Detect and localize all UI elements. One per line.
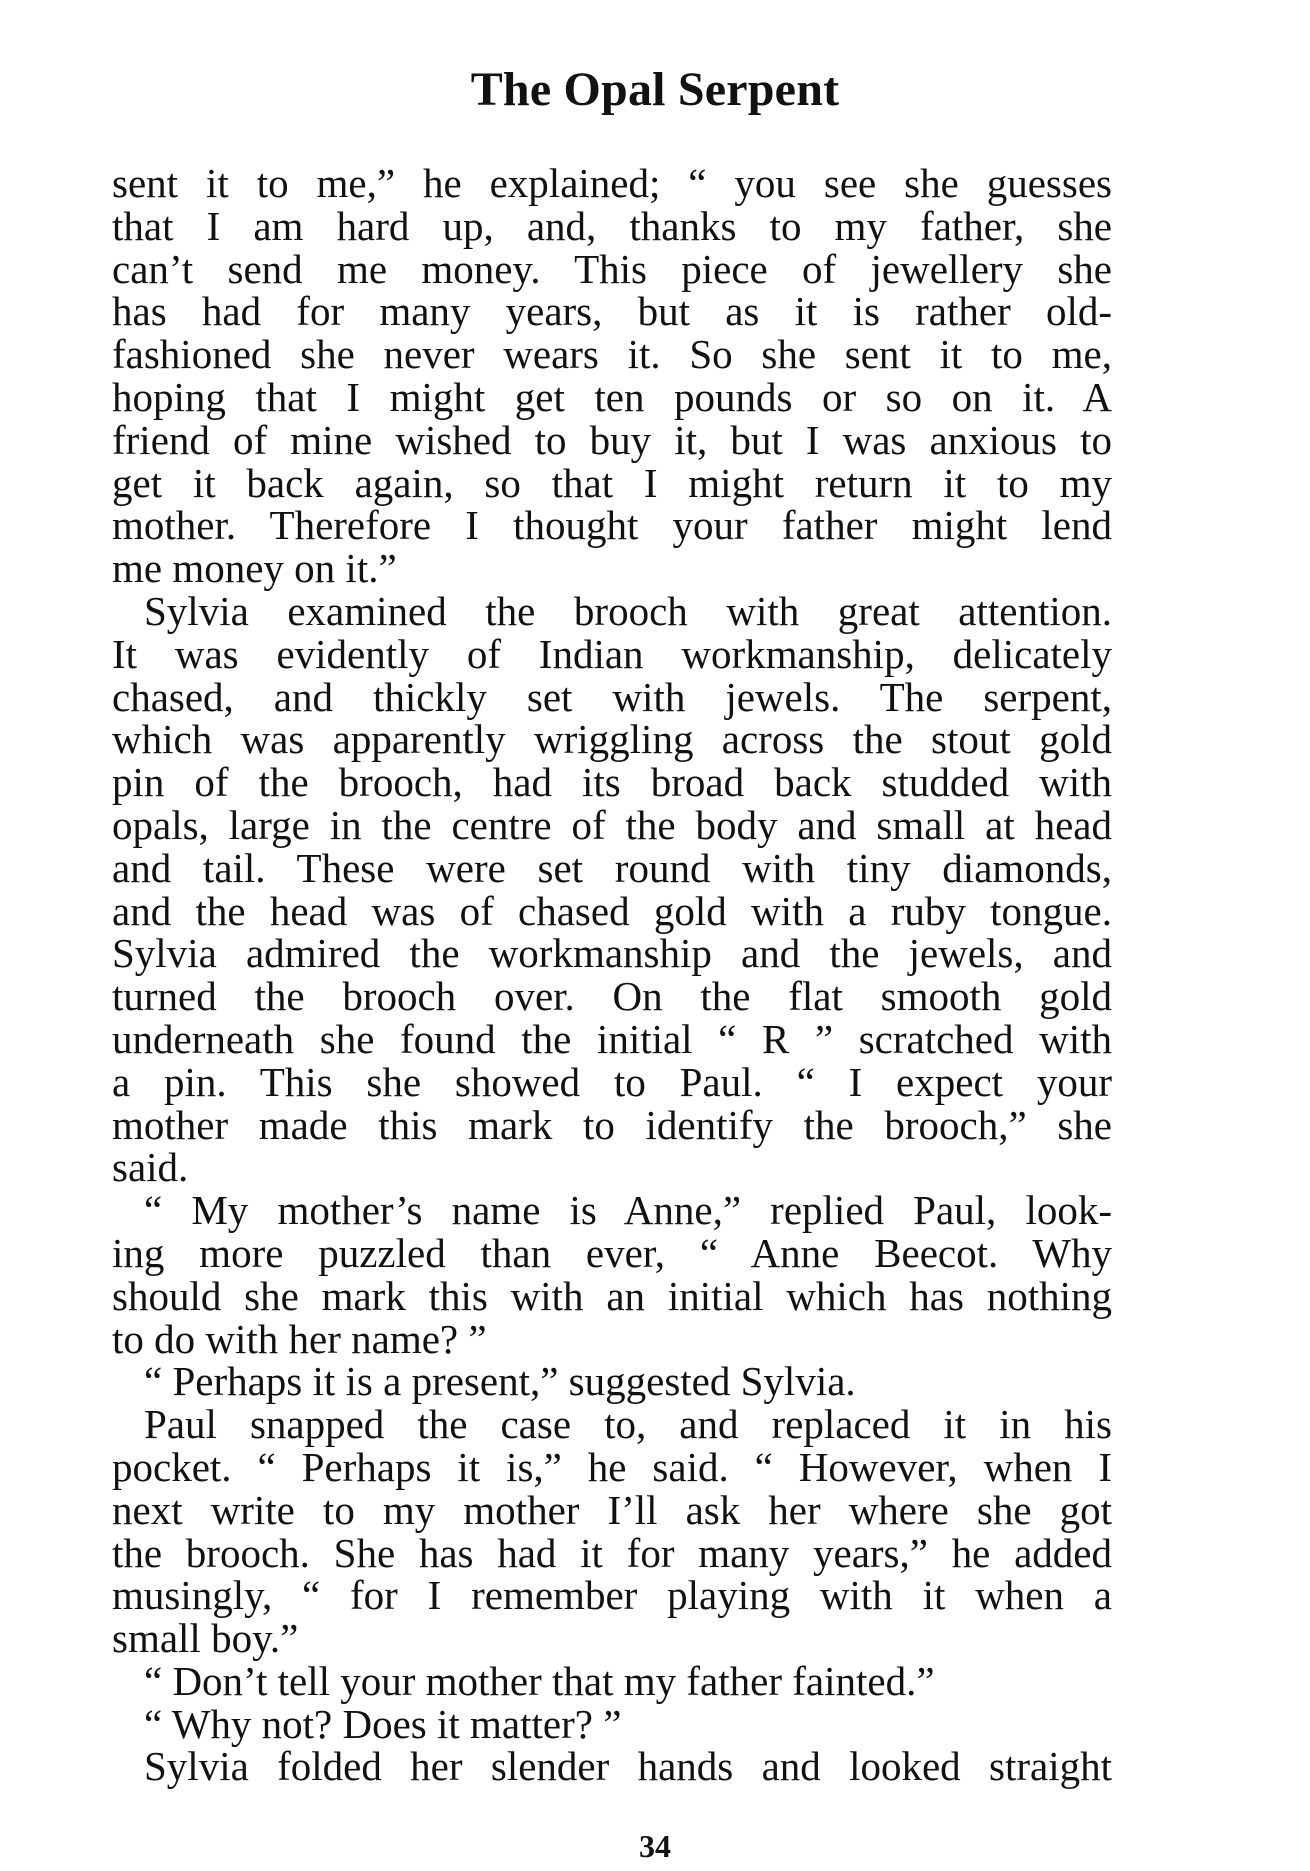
text-line: mother. Therefore I thought your father might lend	[112, 502, 1112, 549]
text-line: Sylvia admired the workmanship and the jewels, and	[112, 930, 1112, 977]
text-line: “ Perhaps it is a present,” suggested Sylvia.	[144, 1358, 856, 1405]
text-line: sent it to me,” he explained; “ you see she guesses	[112, 160, 1112, 206]
text-line: that I am hard up, and, thanks to my father, she	[112, 202, 1112, 249]
text-line: next write to my mother I’ll ask her where she got	[112, 1486, 1112, 1533]
text-line: turned the brooch over. On the flat smooth gold	[112, 973, 1112, 1020]
text-line: ing more puzzled than ever, “ Anne Beecot. Why	[112, 1229, 1112, 1276]
text-line: pocket. “ Perhaps it is,” he said. “ However, when I	[112, 1443, 1112, 1490]
text-line: opals, large in the centre of the body and small at head	[112, 801, 1112, 848]
text-line: to do with her name? ”	[112, 1315, 487, 1362]
page-number: 34	[639, 1828, 671, 1864]
text-line: Paul snapped the case to, and replaced it in his	[144, 1401, 1112, 1448]
text-line: pin of the brooch, had its broad back studded with	[112, 759, 1112, 806]
text-line: Sylvia examined the brooch with great attention.	[144, 587, 1112, 634]
text-line: can’t send me money. This piece of jewellery she	[112, 245, 1112, 292]
running-title: The Opal Serpent	[470, 63, 840, 116]
text-line: friend of mine wished to buy it, but I was anxious to	[112, 416, 1112, 463]
text-line: “ Don’t tell your mother that my father fainted.”	[144, 1657, 935, 1704]
text-line: get it back again, so that I might return it to my	[112, 459, 1112, 506]
text-line: and the head was of chased gold with a ruby tongue.	[112, 887, 1112, 934]
text-line: Sylvia folded her slender hands and looked straight	[144, 1743, 1112, 1790]
text-line: “ My mother’s name is Anne,” replied Paul, look-	[144, 1187, 1112, 1234]
text-line: underneath she found the initial “ R ” scratched with	[112, 1015, 1112, 1062]
text-line: small boy.”	[112, 1615, 299, 1662]
text-line: It was evidently of Indian workmanship, delicately	[112, 630, 1112, 677]
text-line: musingly, “ for I remember playing with it when a	[112, 1572, 1112, 1619]
text-line: fashioned she never wears it. So she sent it to me,	[112, 331, 1112, 378]
text-line: the brooch. She has had it for many years,” he added	[112, 1529, 1112, 1576]
body-text	[112, 162, 1112, 1788]
text-line: a pin. This she showed to Paul. “ I expect your	[112, 1058, 1112, 1105]
text-line: chased, and thickly set with jewels. The serpent,	[112, 673, 1112, 720]
text-line: should she mark this with an initial which has nothing	[112, 1272, 1112, 1319]
text-line: “ Why not? Does it matter? ”	[144, 1700, 622, 1747]
text-line: hoping that I might get ten pounds or so on it. A	[112, 373, 1112, 420]
text-line: mother made this mark to identify the brooch,” she	[112, 1101, 1112, 1148]
text-line: me money on it.”	[112, 545, 397, 592]
text-line: said.	[112, 1144, 189, 1191]
text-line: and tail. These were set round with tiny diamonds,	[112, 844, 1112, 891]
text-line: which was apparently wriggling across the stout gold	[112, 716, 1112, 763]
text-line: has had for many years, but as it is rather old-	[112, 288, 1112, 335]
